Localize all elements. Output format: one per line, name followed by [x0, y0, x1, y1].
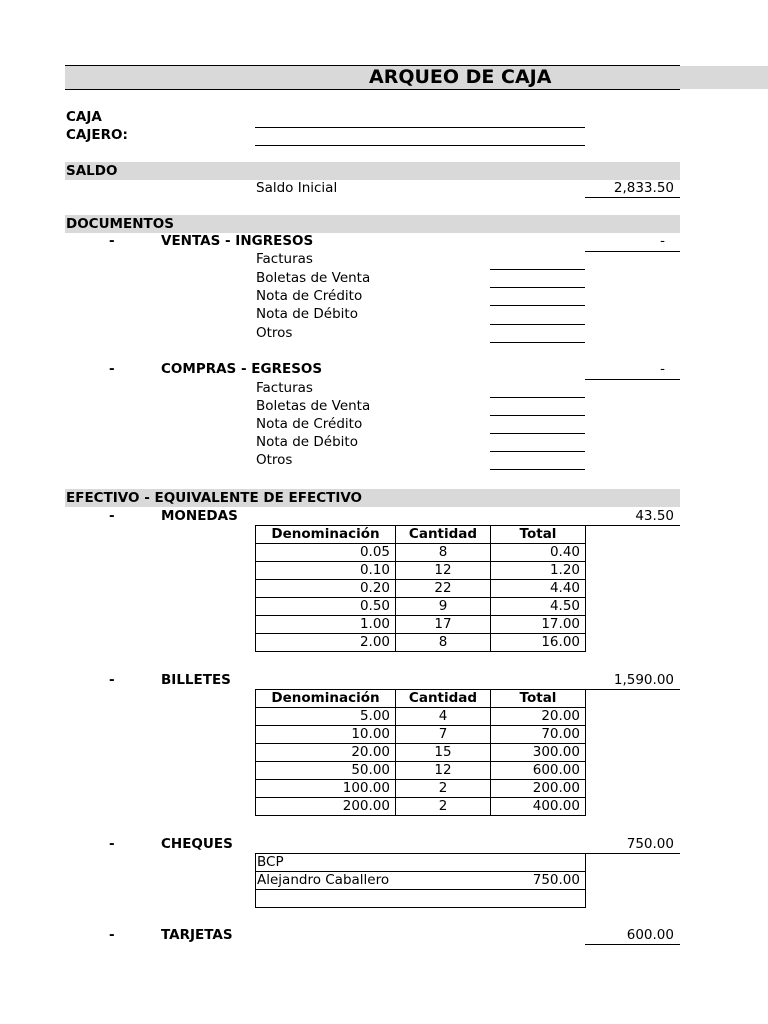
- table-row: [256, 854, 586, 872]
- efectivo-section-title: EFECTIVO - EQUIVALENTE DE EFECTIVO: [66, 490, 363, 506]
- compras-otros-line[interactable]: [490, 469, 585, 470]
- documentos-section-title: DOCUMENTOS: [66, 216, 174, 232]
- ventas-item-boletas: Boletas de Venta: [256, 270, 371, 286]
- compras-facturas-line[interactable]: [490, 397, 585, 398]
- cheque-amount: 750.00: [532, 872, 580, 888]
- denominacion-cell: 200.00: [256, 798, 396, 816]
- cantidad-cell[interactable]: 9: [396, 598, 491, 616]
- saldo-value-underline: [585, 197, 680, 198]
- cajero-label: CAJERO:: [66, 127, 128, 143]
- denominacion-cell: 5.00: [256, 708, 396, 726]
- total-cell: 17.00: [491, 616, 586, 634]
- cantidad-cell[interactable]: 17: [396, 616, 491, 634]
- tarjetas-value: 600.00: [626, 927, 674, 943]
- ventas-nota-debito-line[interactable]: [490, 324, 585, 325]
- table-row: [256, 634, 586, 652]
- denominacion-cell: 0.20: [256, 580, 396, 598]
- cheques-value-underline: [585, 853, 680, 854]
- cheques-label: CHEQUES: [161, 836, 233, 852]
- cheque-payee-cell[interactable]: [256, 872, 586, 890]
- cantidad-cell[interactable]: 22: [396, 580, 491, 598]
- table-row: [256, 780, 586, 798]
- cheque-empty-cell[interactable]: [256, 890, 586, 908]
- monedas-table: [255, 525, 586, 652]
- compras-label: COMPRAS - EGRESOS: [161, 361, 323, 377]
- total-cell: 200.00: [491, 780, 586, 798]
- monedas-header-denominacion: Denominación: [256, 526, 396, 544]
- denominacion-cell: 0.05: [256, 544, 396, 562]
- cantidad-cell[interactable]: 7: [396, 726, 491, 744]
- ventas-item-otros: Otros: [256, 325, 293, 341]
- billetes-dash: -: [109, 672, 115, 688]
- total-cell: 0.40: [491, 544, 586, 562]
- ventas-value-underline: [585, 251, 680, 252]
- compras-value: -: [660, 361, 665, 377]
- table-row: [256, 890, 586, 908]
- table-row: [256, 598, 586, 616]
- denominacion-cell: 50.00: [256, 762, 396, 780]
- ventas-label: VENTAS - INGRESOS: [161, 233, 314, 249]
- ventas-item-facturas: Facturas: [256, 251, 313, 267]
- total-cell: 4.50: [491, 598, 586, 616]
- compras-nota-credito-line[interactable]: [490, 433, 585, 434]
- saldo-inicial-value: 2,833.50: [613, 180, 674, 196]
- ventas-dash: -: [109, 233, 115, 249]
- total-cell: 300.00: [491, 744, 586, 762]
- tarjetas-label: TARJETAS: [161, 927, 233, 943]
- denominacion-cell: 0.10: [256, 562, 396, 580]
- denominacion-cell: 10.00: [256, 726, 396, 744]
- total-cell: 400.00: [491, 798, 586, 816]
- ventas-otros-line[interactable]: [490, 342, 585, 343]
- monedas-header-row: [256, 526, 586, 544]
- billetes-header-cantidad: Cantidad: [396, 690, 491, 708]
- monedas-value: 43.50: [635, 508, 674, 524]
- denominacion-cell: 20.00: [256, 744, 396, 762]
- billetes-header-denominacion: Denominación: [256, 690, 396, 708]
- compras-nota-debito-line[interactable]: [490, 451, 585, 452]
- saldo-section-title: SALDO: [66, 163, 118, 179]
- total-cell: 16.00: [491, 634, 586, 652]
- denominacion-cell: 0.50: [256, 598, 396, 616]
- monedas-value-underline: [585, 525, 680, 526]
- total-cell: 4.40: [491, 580, 586, 598]
- billetes-header-row: [256, 690, 586, 708]
- denominacion-cell: 2.00: [256, 634, 396, 652]
- total-cell: 600.00: [491, 762, 586, 780]
- total-cell: 1.20: [491, 562, 586, 580]
- cheques-table: [255, 853, 586, 908]
- compras-item-otros: Otros: [256, 452, 293, 468]
- table-row: [256, 616, 586, 634]
- compras-boletas-line[interactable]: [490, 415, 585, 416]
- ventas-boletas-line[interactable]: [490, 287, 585, 288]
- billetes-value-underline: [585, 689, 680, 690]
- table-row: [256, 708, 586, 726]
- caja-label: CAJA: [66, 109, 102, 125]
- cantidad-cell[interactable]: 8: [396, 544, 491, 562]
- billetes-table: [255, 689, 586, 816]
- table-row: [256, 744, 586, 762]
- compras-item-nota-credito: Nota de Crédito: [256, 416, 363, 432]
- table-row: [256, 544, 586, 562]
- ventas-item-nota-credito: Nota de Crédito: [256, 288, 363, 304]
- cantidad-cell[interactable]: 2: [396, 780, 491, 798]
- tarjetas-dash: -: [109, 927, 115, 943]
- compras-item-nota-debito: Nota de Débito: [256, 434, 358, 450]
- cantidad-cell[interactable]: 15: [396, 744, 491, 762]
- tarjetas-value-underline: [585, 944, 680, 945]
- billetes-label: BILLETES: [161, 672, 231, 688]
- table-row: [256, 562, 586, 580]
- table-row: [256, 798, 586, 816]
- cantidad-cell[interactable]: 2: [396, 798, 491, 816]
- cheques-dash: -: [109, 836, 115, 852]
- monedas-dash: -: [109, 508, 115, 524]
- title-bottom-rule: [65, 89, 680, 90]
- cheques-value: 750.00: [626, 836, 674, 852]
- saldo-section-band: [65, 162, 680, 180]
- billetes-header-total: Total: [491, 690, 586, 708]
- table-row: [256, 872, 586, 890]
- cantidad-cell[interactable]: 12: [396, 762, 491, 780]
- cheque-payee: Alejandro Caballero: [257, 872, 390, 888]
- compras-value-underline: [585, 379, 680, 380]
- total-cell: 70.00: [491, 726, 586, 744]
- monedas-header-total: Total: [491, 526, 586, 544]
- ventas-value: -: [660, 233, 665, 249]
- compras-item-facturas: Facturas: [256, 380, 313, 396]
- table-row: [256, 580, 586, 598]
- ventas-nota-credito-line[interactable]: [490, 305, 585, 306]
- cantidad-cell[interactable]: 4: [396, 708, 491, 726]
- compras-item-boletas: Boletas de Venta: [256, 398, 371, 414]
- billetes-value: 1,590.00: [613, 672, 674, 688]
- compras-dash: -: [109, 361, 115, 377]
- saldo-inicial-label: Saldo Inicial: [256, 180, 338, 196]
- page-title: ARQUEO DE CAJA: [369, 66, 552, 88]
- cantidad-cell[interactable]: 12: [396, 562, 491, 580]
- cajero-field-line[interactable]: [255, 145, 585, 146]
- ventas-facturas-line[interactable]: [490, 269, 585, 270]
- cheque-bank-cell[interactable]: BCP: [256, 854, 586, 872]
- ventas-item-nota-debito: Nota de Débito: [256, 306, 358, 322]
- table-row: [256, 762, 586, 780]
- table-row: [256, 726, 586, 744]
- monedas-label: MONEDAS: [161, 508, 238, 524]
- denominacion-cell: 100.00: [256, 780, 396, 798]
- cantidad-cell[interactable]: 8: [396, 634, 491, 652]
- denominacion-cell: 1.00: [256, 616, 396, 634]
- caja-field-line[interactable]: [255, 127, 585, 128]
- monedas-header-cantidad: Cantidad: [396, 526, 491, 544]
- total-cell: 20.00: [491, 708, 586, 726]
